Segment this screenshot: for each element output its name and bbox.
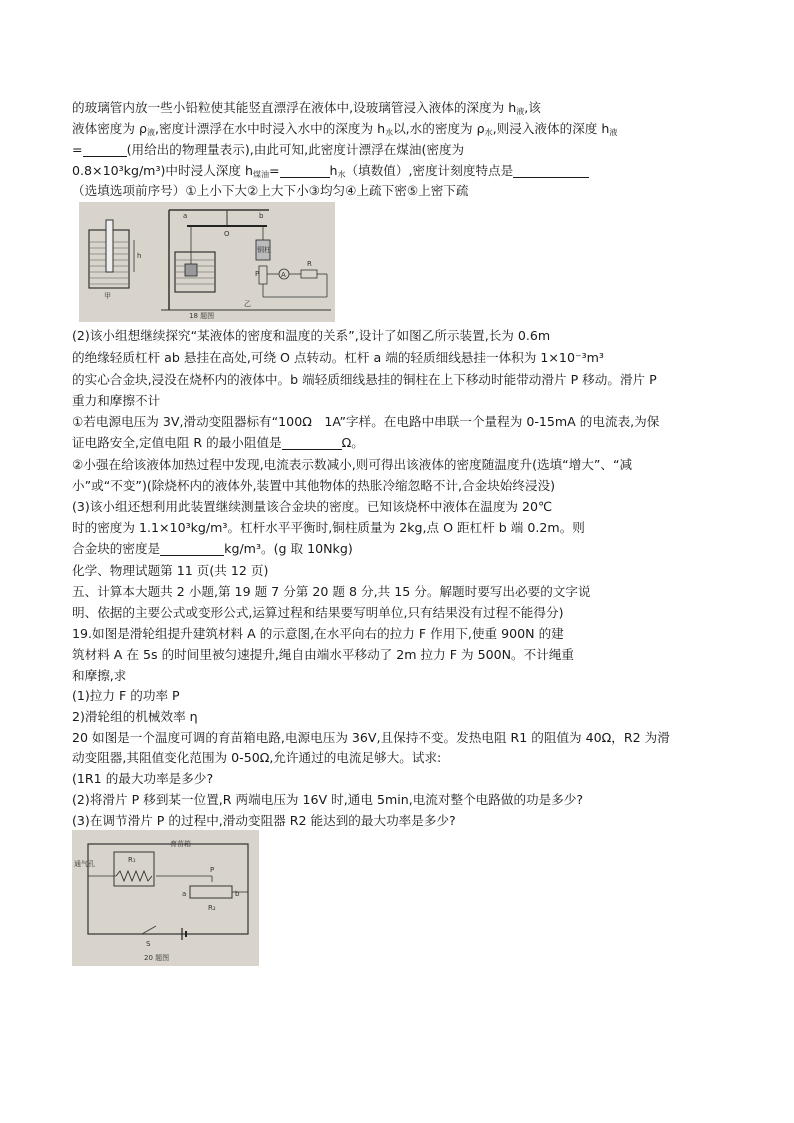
text-line: (2)该小组想继续探究“某液体的密度和温度的关系”,设计了如图乙所示装置,长为 0.6m	[72, 328, 551, 343]
svg-text:乙: 乙	[244, 300, 251, 308]
question-20: 20 如图是一个温度可调的育苗箱电路,电源电压为 36V,且保持不变。发热电阻 R1 的阻值为 40Ω，R2 为滑	[72, 730, 670, 745]
answer-blank[interactable]	[513, 163, 589, 178]
svg-text:b: b	[235, 890, 240, 898]
text-line: ①若电源电压为 3V,滑动变阻器标有“100Ω 1A”字样。在电路中串联一个量程为 0-15mA 的电流表,为保	[72, 414, 660, 429]
svg-text:R: R	[307, 260, 312, 268]
svg-text:铜柱: 铜柱	[257, 246, 271, 254]
text-line: 证电路安全,定值电阻 R 的最小阻值是 Ω。	[72, 435, 364, 450]
svg-text:P: P	[255, 270, 260, 278]
answer-blank[interactable]	[280, 163, 330, 178]
section-heading: 五、计算本大题共 2 小题,第 19 题 7 分第 20 题 8 分,共 15 分。解题时要写出必要的文字说	[72, 584, 591, 599]
text-line: = (用给出的物理量表示),由此可知,此密度计漂浮在煤油(密度为	[72, 142, 465, 157]
text-line: 液体密度为 $\rho_液$,密度计漂浮在水中时浸入水中的深度为 $h_水$以,水的密度为 $\rho_水$,则浸入液体的深度 $h_液$	[72, 121, 618, 137]
svg-text:h: h	[137, 252, 142, 260]
text-line: (3)在调节滑片 P 的过程中,滑动变阻器 R2 能达到的最大功率是多少?	[72, 813, 456, 828]
text-line: 合金块的密度是 kg/m³。(g 取 10Nkg)	[72, 541, 353, 556]
text-line: (1)拉力 F 的功率 P	[72, 688, 180, 703]
answer-blank[interactable]	[160, 541, 224, 556]
svg-text:R₂: R₂	[208, 904, 216, 912]
text-line: 和摩擦,求	[72, 668, 127, 683]
glass-tube	[106, 220, 113, 272]
figure-18	[79, 202, 335, 322]
text-line: 筑材料 A 在 5s 的时间里被匀速提升,绳自由端水平移动了 2m 拉力 F 为 500N。不计绳重	[72, 647, 575, 662]
text-line: 时的密度为 1.1×10³kg/m³。杠杆水平平衡时,铜柱质量为 2kg,点 O 距杠杆 b 端 0.2m。则	[72, 520, 585, 535]
text-line: 2)滑轮组的机械效率 η	[72, 709, 198, 724]
text-line: 重力和摩擦不计	[72, 393, 161, 408]
text-line: (2)将滑片 P 移到某一位置,R 两端电压为 16V 时,通电 5min,电流对整个电路做的功是多少?	[72, 792, 584, 807]
text-line: （选填选项前序号）①上小下大②上大下小③均匀④上疏下密⑤上密下疏	[72, 183, 469, 198]
svg-text:A: A	[281, 271, 286, 279]
text-line: 动变阻器,其阻值变化范围为 0-50Ω,允许通过的电流足够大。试求:	[72, 750, 442, 765]
svg-text:a: a	[183, 212, 188, 220]
svg-text:育苗箱: 育苗箱	[170, 840, 191, 848]
svg-text:P: P	[210, 866, 215, 874]
svg-text:R₁: R₁	[128, 856, 136, 864]
text-line: 0.8×10³kg/m³)中时浸人深度 $h_{煤油}= h_水$（填数值）,密度计刻度特点是	[72, 161, 589, 185]
svg-text:S: S	[146, 940, 151, 948]
page-footer: 化学、物理试题第 11 页(共 12 页)	[72, 563, 269, 578]
alloy-block	[185, 264, 197, 276]
text-line: 的玻璃管内放一些小铅粒使其能竖直漂浮在液体中,设玻璃管浸入液体的深度为 $h_液$,该	[72, 100, 541, 116]
svg-text:b: b	[259, 212, 264, 220]
text-line: 小”或“不变”)(除烧杯内的液体外,装置中其他物体的热胀冷缩忽略不计,合金块始终浸没)	[72, 478, 556, 493]
text-line: (1R1 的最大功率是多少?	[72, 771, 214, 786]
text-line: ②小强在给该液体加热过程中发现,电流表示数减小,则可得出该液体的密度随温度升(选填“增大”、“减	[72, 457, 633, 472]
text-line: 的绝缘轻质杠杆 ab 悬挂在高处,可绕 O 点转动。杠杆 a 端的轻质细线悬挂一体积为 1×10⁻³m³	[72, 350, 604, 365]
answer-blank[interactable]	[83, 142, 127, 157]
svg-text:通气孔: 通气孔	[74, 860, 95, 868]
figure-20	[72, 830, 259, 966]
text-line: (3)该小组还想利用此装置继续测量该合金块的密度。已知该烧杯中液体在温度为 20℃	[72, 499, 553, 514]
svg-text:甲: 甲	[104, 292, 111, 300]
svg-text:O: O	[224, 230, 230, 238]
question-19: 19.如图是滑轮组提升建筑材料 A 的示意图,在水平向右的拉力 F 作用下,使重 900N 的建	[72, 626, 564, 641]
svg-text:a: a	[182, 890, 187, 898]
text-line: 的实心合金块,浸没在烧杯内的液体中。b 端轻质细线悬挂的铜柱在上下移动时能带动滑片 P 移动。滑片 P	[72, 372, 657, 387]
svg-text:20 题图: 20 题图	[144, 954, 170, 962]
answer-blank[interactable]	[282, 435, 342, 450]
text-line: 明、依据的主要公式或变形公式,运算过程和结果要写明单位,只有结果没有过程不能得分)	[72, 605, 564, 620]
svg-text:18 题图: 18 题图	[189, 312, 215, 320]
